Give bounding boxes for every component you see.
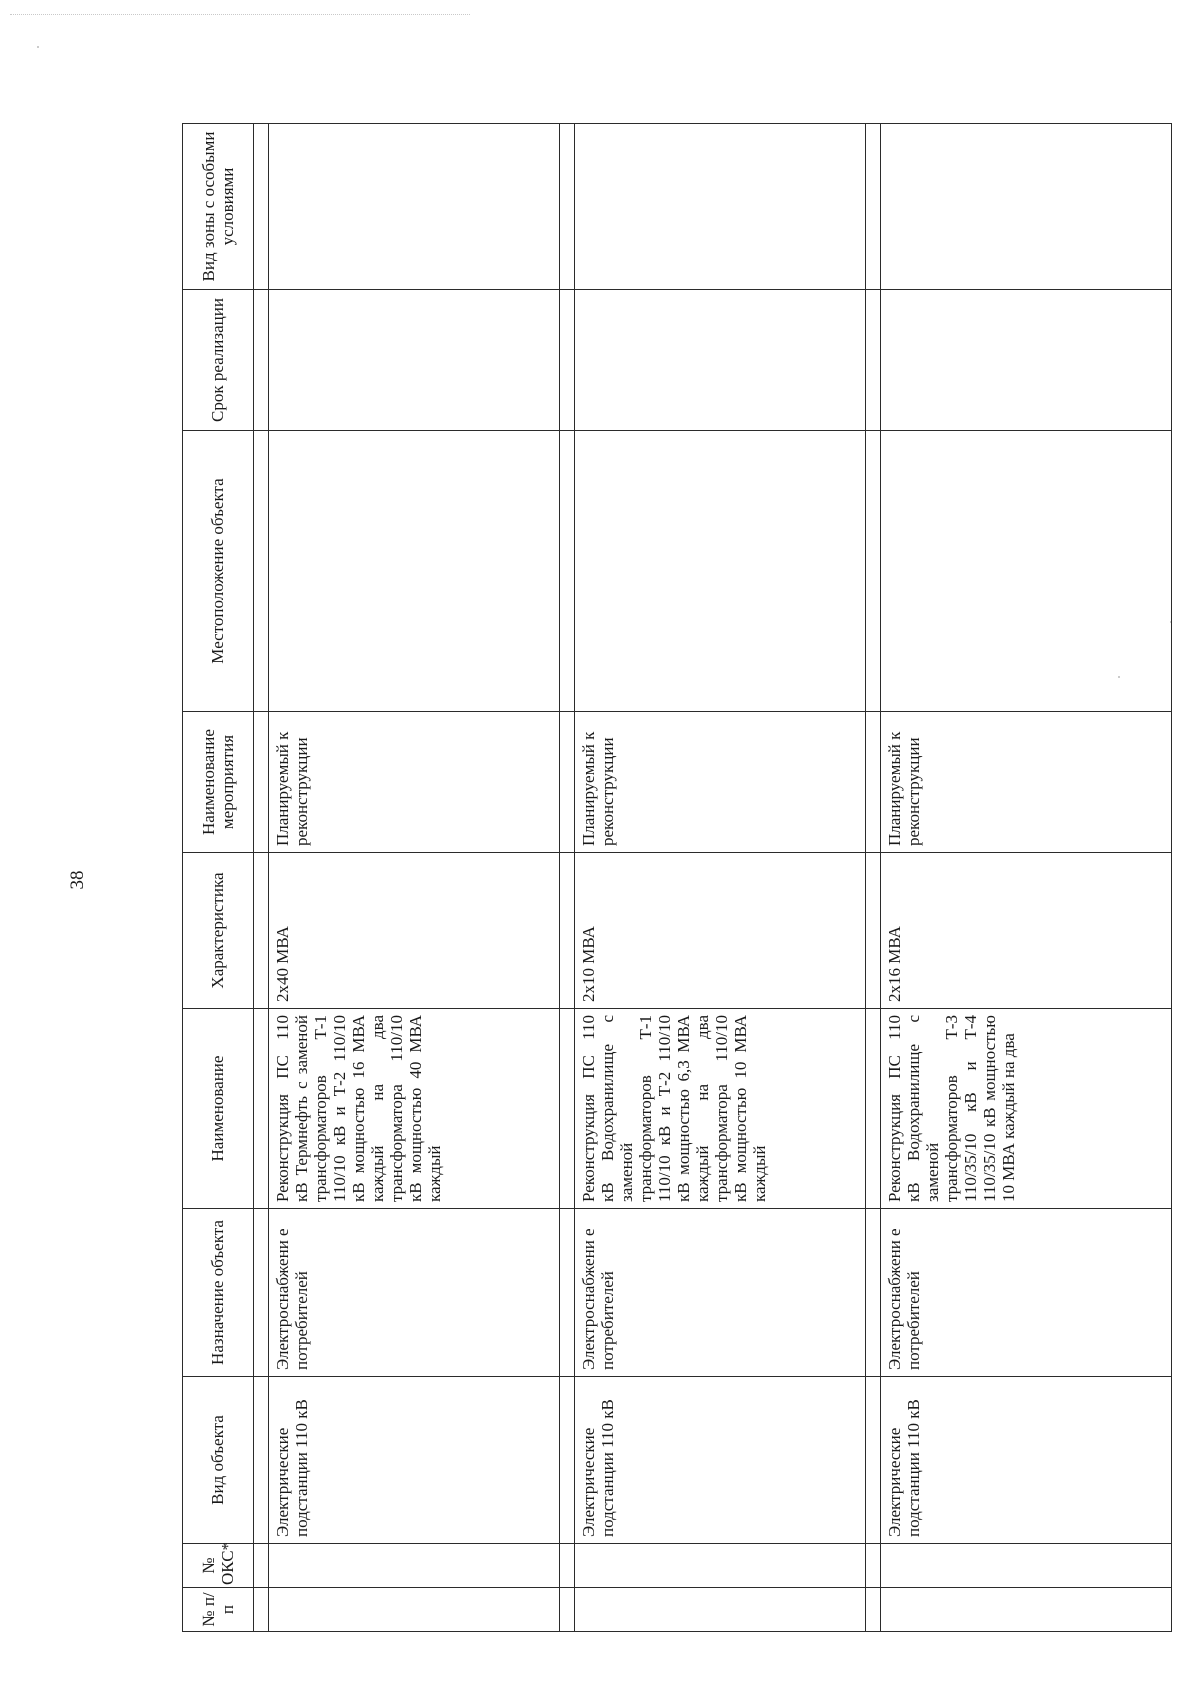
cell-num: [269, 1588, 560, 1632]
cell-measure: Планируемый к реконструкции: [575, 712, 866, 853]
cell-type: Электрические подстанции 110 кВ: [881, 1377, 1172, 1544]
cell-term: [575, 290, 866, 431]
scan-speck: [37, 46, 39, 48]
table-header-row: [183, 124, 254, 1632]
header-cell: Назначение объекта: [183, 1209, 254, 1377]
header-cell: Наименование: [183, 1009, 254, 1209]
cell-name: Реконструкция ПС 110 кВ Водохранилище с заменой трансформаторов Т-3 110/35/10 кВ и Т-4 110/35/10 кВ мощностью 10 МВА каждый на два: [881, 1009, 1172, 1209]
cell-oks: [575, 1544, 866, 1588]
scan-artifact: [10, 14, 470, 19]
rotated-page-content: [182, 124, 1122, 1632]
cell-zone: [575, 124, 866, 290]
cell-measure: Планируемый к реконструкции: [881, 712, 1172, 853]
cell-type: Электрические подстанции 110 кВ: [575, 1377, 866, 1544]
table-spacer-row: [254, 124, 269, 1632]
cell-purpose: Электроснабжени е потребителей: [575, 1209, 866, 1377]
cell-measure: Планируемый к реконструкции: [269, 712, 560, 853]
objects-table: [182, 123, 1172, 1632]
header-cell: Характеристика: [183, 853, 254, 1009]
table-row: [881, 124, 1172, 1632]
cell-purpose: Электроснабжени е потребителей: [269, 1209, 560, 1377]
cell-type: Электрические подстанции 110 кВ: [269, 1377, 560, 1544]
cell-characteristic: 2x10 МВА: [575, 853, 866, 1009]
cell-zone: [269, 124, 560, 290]
table-row: [575, 124, 866, 1632]
header-cell: Местоположение объекта: [183, 431, 254, 712]
cell-purpose: Электроснабжени е потребителей: [881, 1209, 1172, 1377]
cell-name: Реконструкция ПС 110 кВ Водохранилище с заменой трансформаторов Т-1 110/10 кВ и Т-2 110/10 кВ мощностью 6,3 МВА каждый на два трансформатора 110/10 кВ мощностью 10 МВА каждый: [575, 1009, 866, 1209]
table-spacer-row: [866, 124, 881, 1632]
header-cell: Наименование мероприятия: [183, 712, 254, 853]
cell-zone: [881, 124, 1172, 290]
cell-num: [575, 1588, 866, 1632]
cell-location: [881, 431, 1172, 712]
cell-location: [575, 431, 866, 712]
header-cell: Срок реализации: [183, 290, 254, 431]
cell-characteristic: 2x40 МВА: [269, 853, 560, 1009]
header-cell: Вид зоны с особыми условиями: [183, 124, 254, 290]
cell-characteristic: 2x16 МВА: [881, 853, 1172, 1009]
cell-term: [269, 290, 560, 431]
cell-location: [269, 431, 560, 712]
cell-name: Реконструкция ПС 110 кВ Термнефть с заменой трансформаторов Т-1 110/10 кВ и Т-2 110/10 кВ мощностью 16 МВА каждый на два трансформатора 110/10 кВ мощностью 40 МВА каждый: [269, 1009, 560, 1209]
table-row: [269, 124, 560, 1632]
header-cell: Вид объекта: [183, 1377, 254, 1544]
header-cell: № ОКС*: [183, 1544, 254, 1588]
page-number: 38: [67, 870, 88, 890]
cell-term: [881, 290, 1172, 431]
cell-oks: [269, 1544, 560, 1588]
header-cell: № п/п: [183, 1588, 254, 1632]
cell-num: [881, 1588, 1172, 1632]
cell-oks: [881, 1544, 1172, 1588]
table-spacer-row: [560, 124, 575, 1632]
